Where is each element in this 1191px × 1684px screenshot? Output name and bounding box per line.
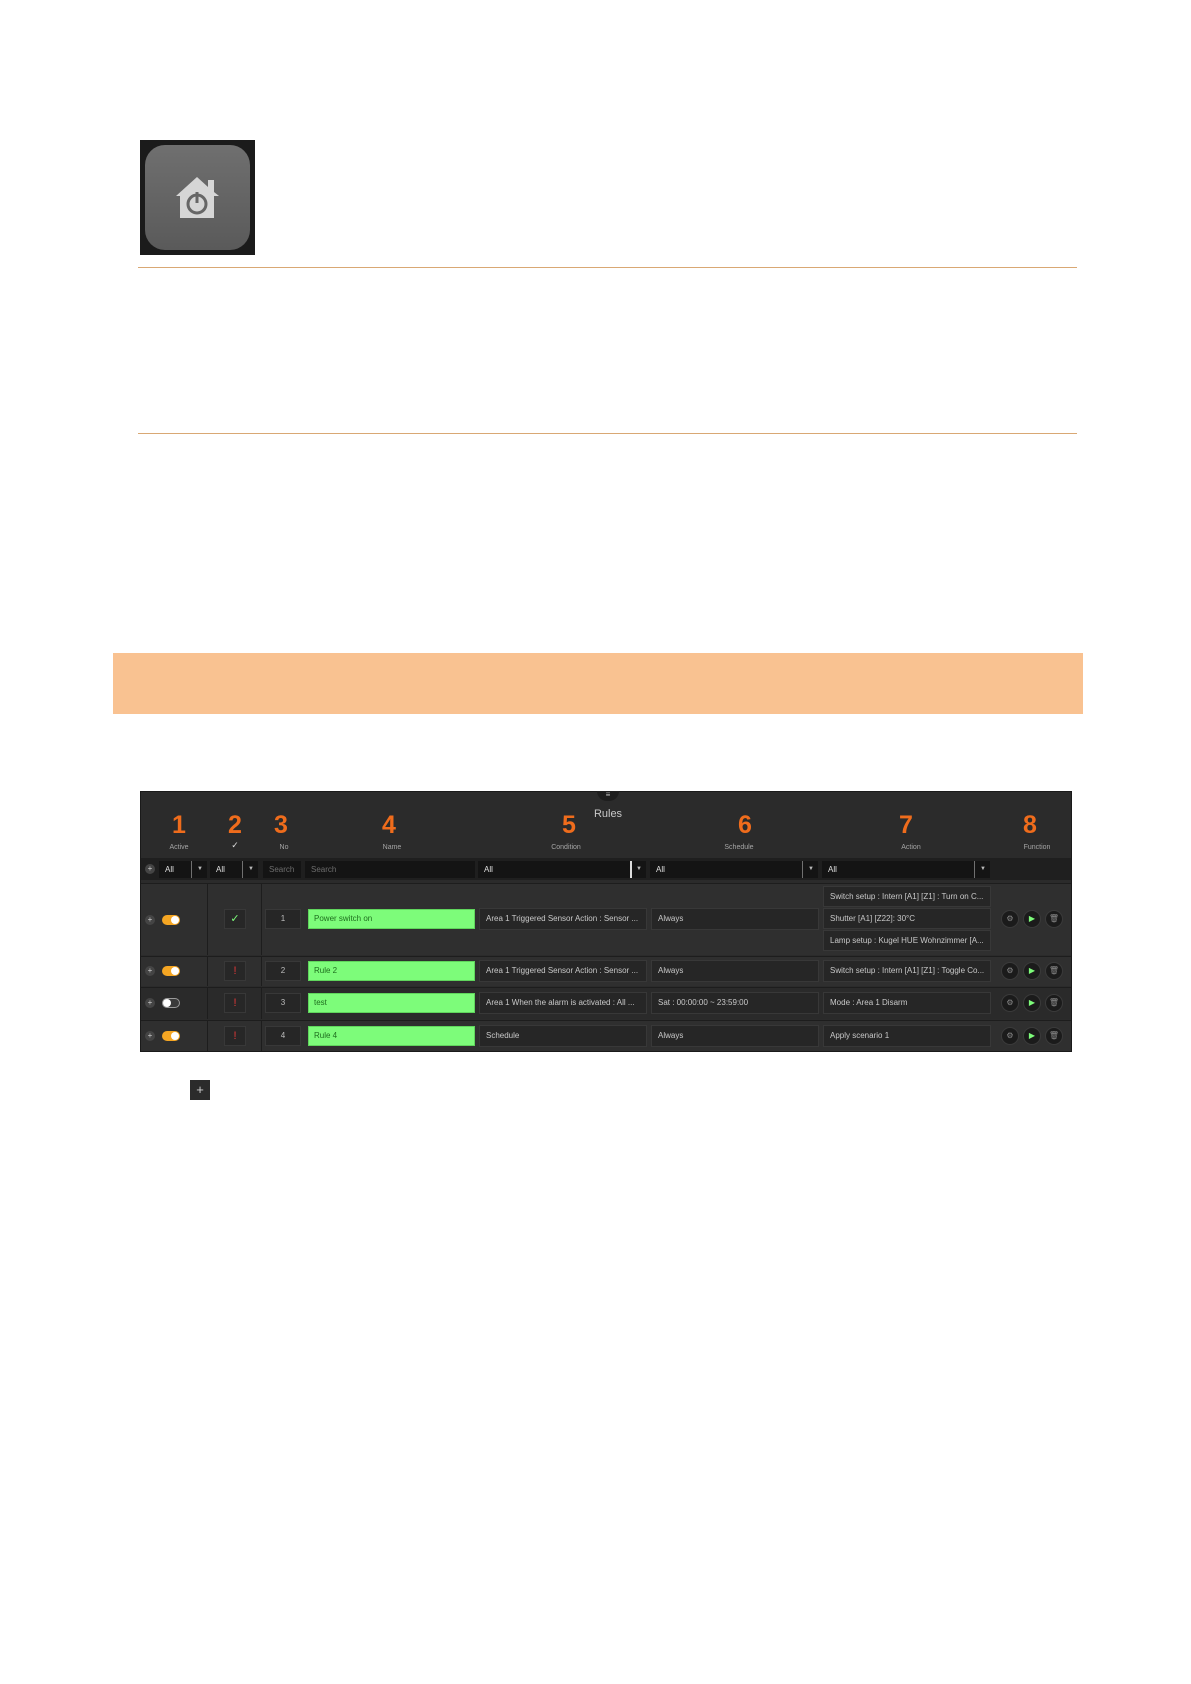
table-row[interactable] xyxy=(141,987,1071,1019)
column-label-schedule: Schedule xyxy=(724,844,754,851)
rule-condition[interactable]: Schedule xyxy=(479,1025,647,1047)
app-icon xyxy=(140,140,255,255)
play-icon[interactable]: ▶ xyxy=(1023,1027,1041,1045)
rule-action[interactable]: Mode : Area 1 Disarm xyxy=(823,992,991,1014)
action-filter-separator xyxy=(974,861,975,878)
active-toggle[interactable] xyxy=(162,915,180,925)
condition-filter-separator xyxy=(630,861,632,878)
chevron-down-icon: ▼ xyxy=(636,866,642,872)
name-search-input[interactable]: Search xyxy=(305,861,475,878)
status-warning-icon: ! xyxy=(224,993,246,1013)
rule-condition[interactable]: Area 1 Triggered Sensor Action : Sensor ... xyxy=(479,960,647,982)
column-label-check: ✓ xyxy=(231,840,239,850)
rule-action[interactable]: Switch setup : Intern [A1] [Z1] : Turn on C... xyxy=(823,886,991,907)
table-row[interactable] xyxy=(141,883,1071,955)
column-number-active: 1 xyxy=(172,811,186,839)
schedule-filter-value: All xyxy=(656,865,665,874)
panel-title: Rules xyxy=(593,808,623,820)
chevron-down-icon: ▼ xyxy=(197,866,203,872)
expand-all-icon[interactable]: + xyxy=(145,864,155,874)
check-filter-separator xyxy=(242,861,243,878)
active-filter-separator xyxy=(191,861,192,878)
rule-action[interactable]: Lamp setup : Kugel HUE Wohnzimmer [A... xyxy=(823,930,991,951)
expand-row-icon[interactable]: + xyxy=(145,915,155,925)
chevron-down-icon: ▼ xyxy=(980,866,986,872)
home-power-icon xyxy=(170,170,225,225)
rule-number: 1 xyxy=(265,909,301,929)
play-icon[interactable]: ▶ xyxy=(1023,910,1041,928)
column-label-condition: Condition xyxy=(551,844,581,851)
expand-row-icon[interactable]: + xyxy=(145,998,155,1008)
divider-bottom xyxy=(138,433,1077,434)
table-row[interactable] xyxy=(141,956,1071,986)
rule-name[interactable]: test xyxy=(308,993,475,1013)
active-toggle[interactable] xyxy=(162,966,180,976)
trash-icon[interactable]: 🗑 xyxy=(1045,910,1063,928)
column-divider xyxy=(261,988,262,1019)
settings-gear-icon[interactable]: ⚙ xyxy=(1001,962,1019,980)
status-warning-icon: ! xyxy=(224,1026,246,1046)
column-divider xyxy=(207,957,208,986)
schedule-filter-separator xyxy=(802,861,803,878)
column-label-no: No xyxy=(279,844,289,851)
rule-name[interactable]: Power switch on xyxy=(308,909,475,929)
play-icon[interactable]: ▶ xyxy=(1023,994,1041,1012)
action-filter-select[interactable] xyxy=(822,861,990,878)
active-toggle[interactable] xyxy=(162,1031,180,1041)
filter-row xyxy=(141,858,1071,880)
rule-number: 2 xyxy=(265,961,301,981)
active-toggle[interactable] xyxy=(162,998,180,1008)
column-label-function: Function xyxy=(1023,844,1051,851)
check-filter-value: All xyxy=(216,865,225,874)
rule-name[interactable]: Rule 4 xyxy=(308,1026,475,1046)
active-filter-value: All xyxy=(165,865,174,874)
rule-condition[interactable]: Area 1 Triggered Sensor Action : Sensor ... xyxy=(479,908,647,930)
column-divider xyxy=(261,884,262,955)
column-number-function: 8 xyxy=(1023,811,1037,839)
condition-filter-value: All xyxy=(484,865,493,874)
table-row[interactable] xyxy=(141,1020,1071,1051)
rule-condition[interactable]: Area 1 When the alarm is activated : All ... xyxy=(479,992,647,1014)
column-divider xyxy=(261,1021,262,1051)
rule-action[interactable]: Apply scenario 1 xyxy=(823,1025,991,1047)
column-number-condition: 5 xyxy=(562,811,576,839)
column-number-no: 3 xyxy=(274,811,288,839)
chevron-down-icon: ▼ xyxy=(808,866,814,872)
column-divider xyxy=(261,957,262,986)
panel-handle-icon[interactable]: ≡ xyxy=(597,791,619,801)
check-filter-select[interactable] xyxy=(210,861,258,878)
status-check-icon: ✓ xyxy=(224,909,246,929)
rule-number: 4 xyxy=(265,1026,301,1046)
trash-icon[interactable]: 🗑 xyxy=(1045,962,1063,980)
rule-schedule[interactable]: Always xyxy=(651,908,819,930)
column-number-name: 4 xyxy=(382,811,396,839)
column-number-action: 7 xyxy=(899,811,913,839)
expand-row-icon[interactable]: + xyxy=(145,966,155,976)
trash-icon[interactable]: 🗑 xyxy=(1045,1027,1063,1045)
add-rule-button[interactable]: + xyxy=(190,1080,210,1100)
rule-schedule[interactable]: Always xyxy=(651,960,819,982)
settings-gear-icon[interactable]: ⚙ xyxy=(1001,910,1019,928)
condition-filter-select[interactable] xyxy=(478,861,646,878)
rule-schedule[interactable]: Always xyxy=(651,1025,819,1047)
action-filter-value: All xyxy=(828,865,837,874)
column-number-check: 2 xyxy=(228,811,242,839)
active-filter-select[interactable] xyxy=(159,861,207,878)
rule-name[interactable]: Rule 2 xyxy=(308,961,475,981)
rule-schedule[interactable]: Sat : 00:00:00 ~ 23:59:00 xyxy=(651,992,819,1014)
column-label-action: Action xyxy=(901,844,921,851)
column-divider xyxy=(207,1021,208,1051)
column-label-name: Name xyxy=(382,844,402,851)
trash-icon[interactable]: 🗑 xyxy=(1045,994,1063,1012)
expand-row-icon[interactable]: + xyxy=(145,1031,155,1041)
chevron-down-icon: ▼ xyxy=(248,866,254,872)
play-icon[interactable]: ▶ xyxy=(1023,962,1041,980)
section-banner xyxy=(113,653,1083,714)
column-number-schedule: 6 xyxy=(738,811,752,839)
divider-top xyxy=(138,267,1077,268)
rule-number: 3 xyxy=(265,993,301,1013)
column-divider xyxy=(207,884,208,955)
settings-gear-icon[interactable]: ⚙ xyxy=(1001,1027,1019,1045)
rules-panel xyxy=(140,791,1072,1052)
status-warning-icon: ! xyxy=(224,961,246,981)
column-divider xyxy=(207,988,208,1019)
rule-action[interactable]: Switch setup : Intern [A1] [Z1] : Toggle Co... xyxy=(823,960,991,982)
column-label-active: Active xyxy=(169,844,189,851)
rule-action[interactable]: Shutter [A1] [Z22]: 30°C xyxy=(823,908,991,929)
settings-gear-icon[interactable]: ⚙ xyxy=(1001,994,1019,1012)
no-search-input[interactable]: Search xyxy=(263,861,301,878)
schedule-filter-select[interactable] xyxy=(650,861,818,878)
